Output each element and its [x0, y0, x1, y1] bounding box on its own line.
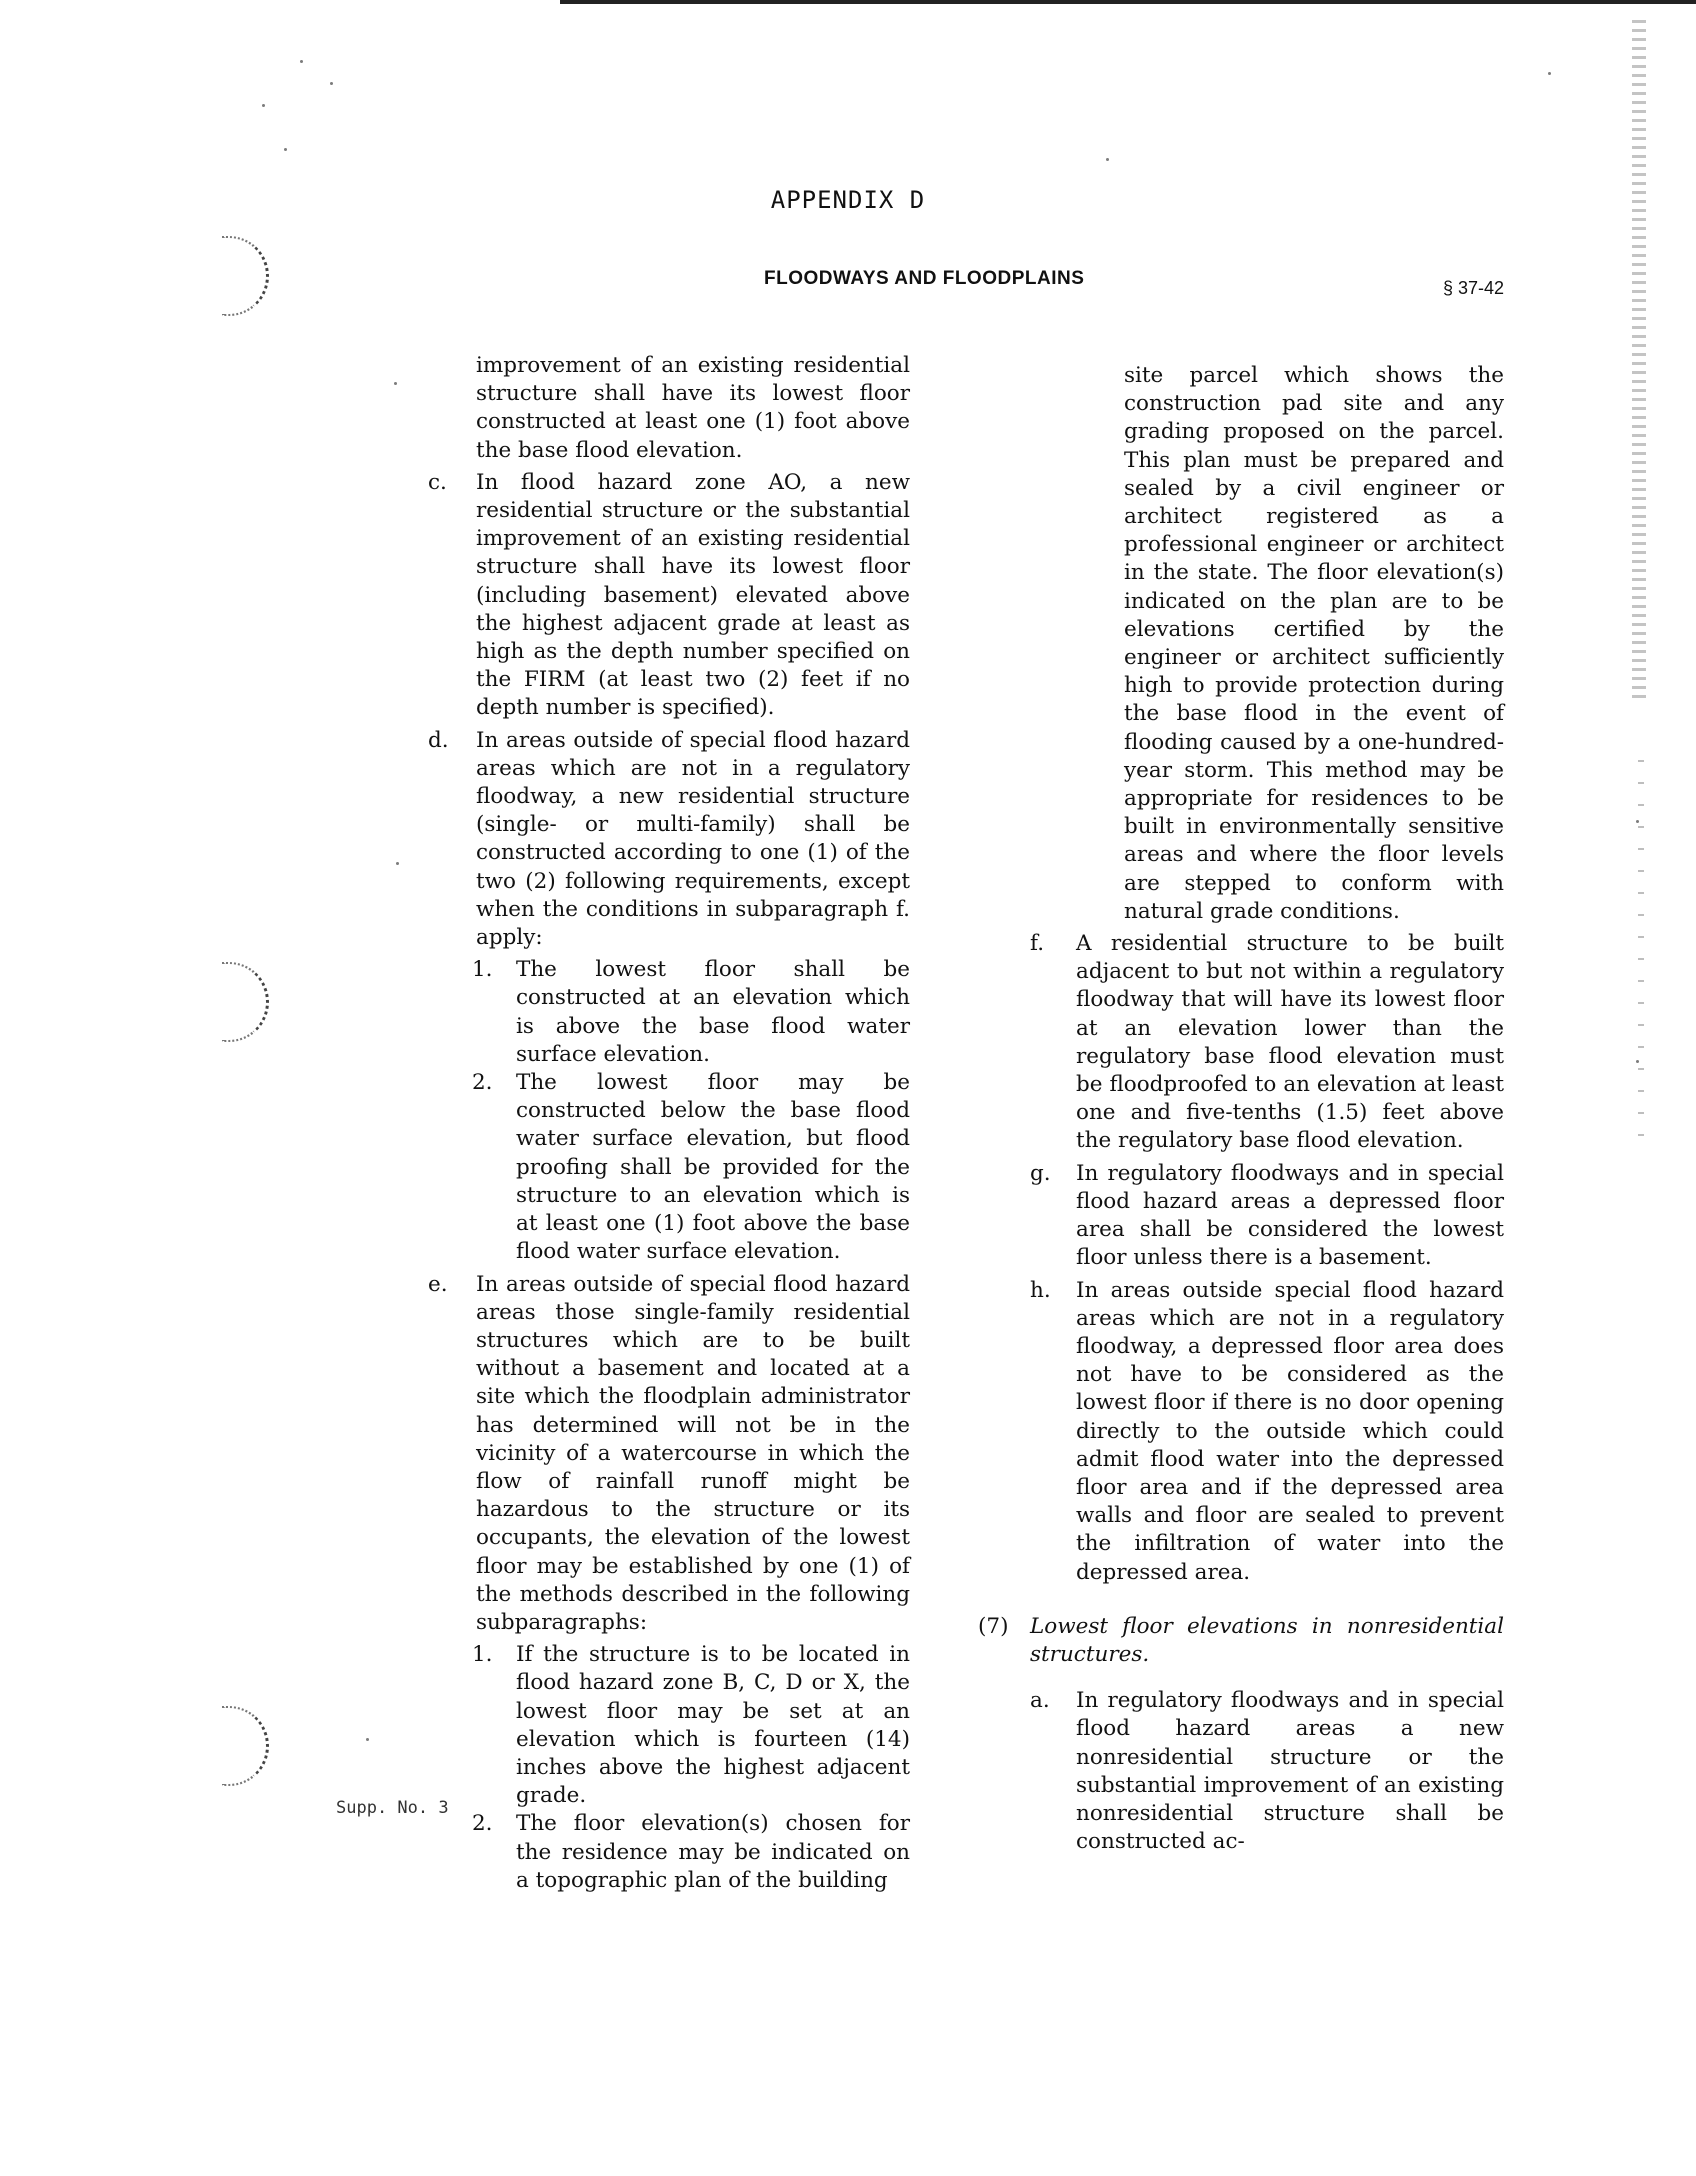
item-text: In flood hazard zone AO, a new residential structure or the substantial improvement of an existing residential structure shall have its lowest floor (including basement) elevated above the highest adjacent grade at least as high as the depth number specified on the FIRM (at least two (2) feet if no depth number is specified). [476, 469, 910, 721]
left-column [420, 352, 910, 1895]
subitem-label: 2. [472, 1811, 493, 1837]
punch-hole-icon [222, 236, 269, 316]
section-label: (7) [978, 1613, 1009, 1639]
item-label: e. [428, 1271, 448, 1297]
item-e-1 [420, 1641, 910, 1810]
scan-top-edge [560, 0, 1696, 4]
section-heading-text: Lowest floor elevations in nonresidential structures. [1030, 1613, 1504, 1667]
subitem-label: 2. [472, 1070, 493, 1096]
appendix-title: APPENDIX D [770, 186, 926, 214]
left-continuation-text: improvement of an existing residential structure shall have its lowest floor constructed at least one (1) foot above the base flood elevation. [476, 353, 910, 463]
item-label: h. [1030, 1277, 1051, 1303]
item-7a [972, 1687, 1504, 1856]
scan-speck [394, 382, 397, 385]
item-c [420, 469, 910, 723]
scan-speck [330, 82, 333, 85]
running-head: FLOODWAYS AND FLOODPLAINS [764, 268, 1085, 289]
item-text: A residential structure to be built adjacent to but not within a regulatory floodway that will have its lowest floor at an elevation lower than the regulatory base flood elevation must be floodproofed to an elevation at least one and five-tenths (1.5) feet above the regulatory base flood elevation. [1076, 931, 1504, 1154]
item-label: f. [1030, 931, 1045, 957]
subitem-label: 1. [472, 957, 493, 983]
section-7-heading [972, 1613, 1504, 1669]
item-label: a. [1030, 1688, 1050, 1714]
item-text: In areas outside of special flood hazard areas which are not in a regulatory floodway, a new residential structure (single- or multi-family) shall be constructed according to one (1) of the two (2) following requirements, except when the conditions in subparagraph f. apply: [476, 727, 910, 951]
scan-speck [1106, 158, 1109, 161]
item-d-2 [420, 1069, 910, 1266]
item-text: In areas outside of special flood hazard areas those single-family residential structures which are to be built without a basement and located at a site which the floodplain administrator has determined will not be in the vicinity of a watercourse in which the flow of rainfall runoff might be hazardous to the structure or its occupants, the elevation of the lowest floor may be established by one (1) of the methods described in the following subparagraphs: [476, 1271, 910, 1635]
supplement-number: Supp. No. 3 [336, 1798, 449, 1818]
subitem-text: The floor elevation(s) chosen for the residence may be indicated on a topographic plan of the building [516, 1811, 910, 1893]
punch-hole-icon [222, 1706, 269, 1786]
section-number: § 37-42 [1443, 278, 1505, 298]
subitem-text: The lowest floor shall be constructed at an elevation which is above the base flood water surface elevation. [516, 957, 910, 1067]
item-text: In areas outside special flood hazard areas which are not in a regulatory floodway, a depressed floor area does not have to be considered as the lowest floor if there is no door opening directly to the outside which could admit flood water into the depressed floor area and if the depressed area walls and floor are sealed to prevent the infiltration of water into the depressed area. [1076, 1277, 1504, 1585]
subitem-label: 1. [472, 1642, 493, 1668]
scan-speck [262, 104, 265, 107]
item-e-2 [420, 1810, 910, 1895]
item-d [420, 727, 910, 953]
item-label: g. [1030, 1160, 1051, 1186]
scan-speck [1636, 820, 1639, 823]
item-label: c. [428, 469, 447, 495]
scan-speck [284, 148, 287, 151]
right-continuation-text: site parcel which shows the construction pad site and any grading proposed on the parcel. This plan must be prepared and sealed by a civil engineer or architect registered as a professional engineer or architect in the state. The floor elevation(s) indicated on the plan are to be elevations certified by the engineer or architect sufficiently high to provide protection during the base flood in the event of flooding caused by a one-hundred-year storm. This method may be appropriate for residences to be built in environmentally sensitive areas and where the floor levels are stepped to conform with natural grade conditions. [1124, 363, 1504, 924]
subitem-text: The lowest floor may be constructed below the base flood water surface elevation, but flood proofing shall be provided for the structure to an elevation which is at least one (1) foot above the base flood water surface elevation. [516, 1070, 910, 1265]
item-label: d. [428, 727, 449, 753]
scan-right-edge-noise [1632, 20, 1646, 700]
item-text: In regulatory floodways and in special flood hazard areas a new nonresidential structure or the substantial improvement of an existing nonresidential structure shall be constructed ac- [1076, 1688, 1504, 1855]
item-e [420, 1271, 910, 1638]
scan-speck [1548, 72, 1551, 75]
scan-speck [1636, 1060, 1639, 1063]
item-f [972, 930, 1504, 1156]
item-text: In regulatory floodways and in special flood hazard areas a depressed floor area shall be considered the lowest floor unless there is a basement. [1076, 1160, 1504, 1271]
punch-hole-icon [222, 962, 269, 1042]
scan-speck [300, 60, 303, 63]
item-g [972, 1160, 1504, 1273]
scan-right-edge-noise [1638, 760, 1644, 1140]
scan-speck [396, 862, 399, 865]
item-h [972, 1277, 1504, 1587]
scan-speck [366, 1738, 369, 1741]
right-column [972, 362, 1504, 1860]
item-d-1 [420, 956, 910, 1069]
subitem-text: If the structure is to be located in flood hazard zone B, C, D or X, the lowest floor may be set at an elevation which is fourteen (14) inches above the highest adjacent grade. [516, 1642, 910, 1809]
